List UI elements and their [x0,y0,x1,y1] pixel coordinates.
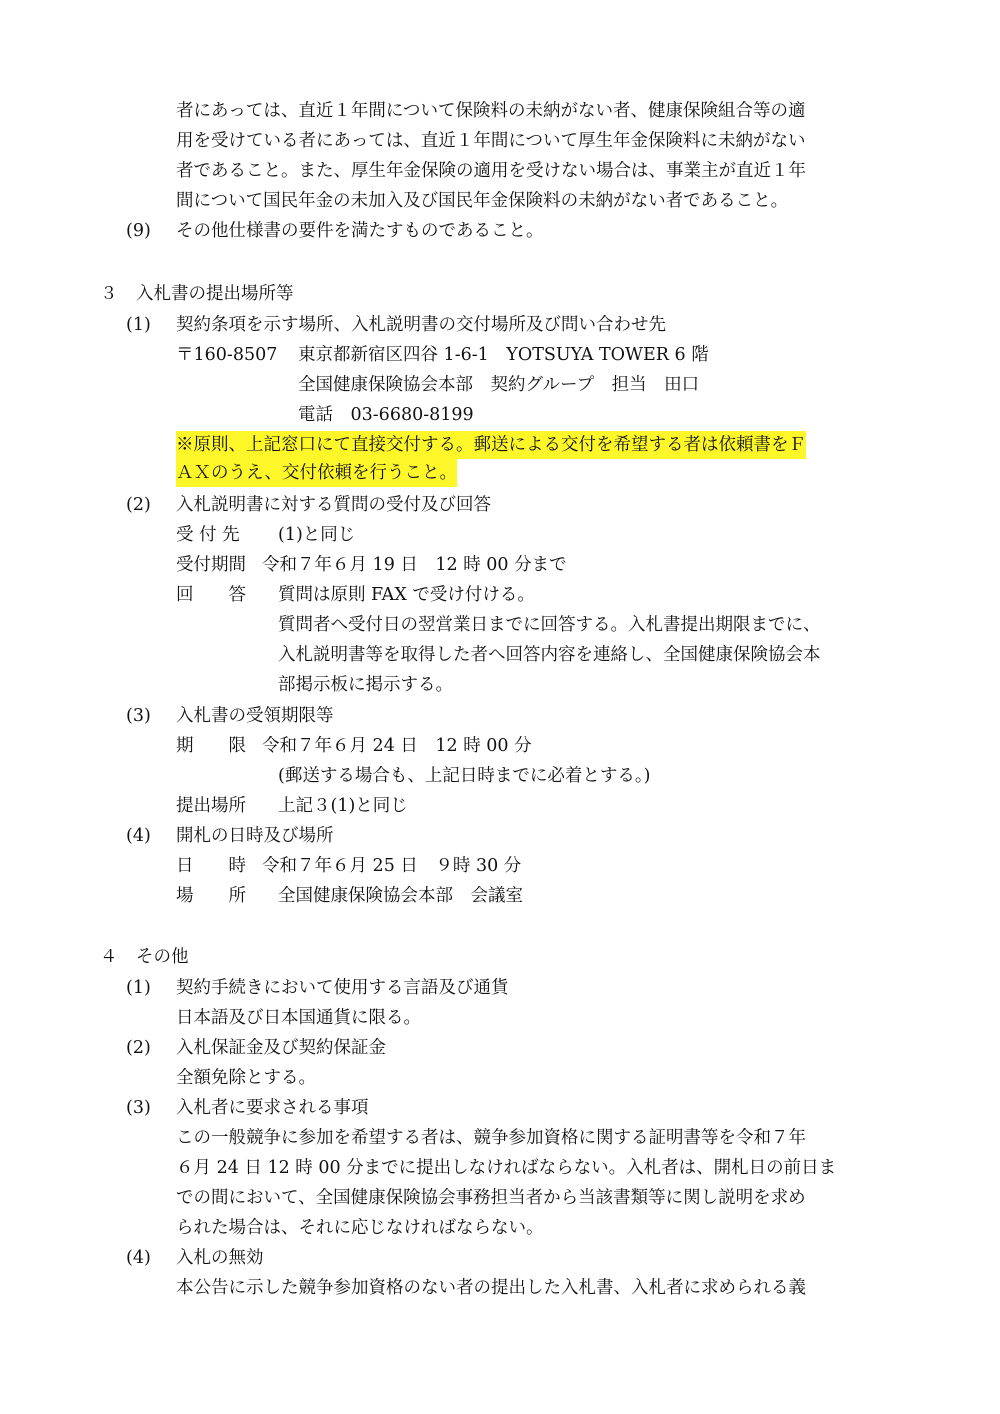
item-title: 入札保証金及び契約保証金 [176,1038,386,1058]
item-body-line: 全額免除とする。 [176,1068,316,1088]
answer-line: 部掲示板に掲示する。 [278,675,453,695]
field-label: 場 所 [176,886,246,906]
item-body-line: られた場合は、それに応じなければならない。 [176,1218,544,1238]
item-title: 開札の日時及び場所 [176,826,334,846]
intro-line: 者であること。また、厚生年金保険の適用を受けない場合は、事業主が直近１年 [176,161,806,181]
item-number: (4) [126,1248,151,1268]
item-number: (9) [126,221,151,241]
highlighted-note-line: ※原則、上記窓口にて直接交付する。郵送による交付を希望する者は依頼書をＦ [176,431,806,459]
item-body-line: での間において、全国健康保険協会事務担当者から当該書類等に関し説明を求め [176,1188,806,1208]
item-title: 入札者に要求される事項 [176,1098,369,1118]
phone-number: 電話 03-6680-8199 [298,405,474,425]
field-label: 提出場所 [176,796,246,816]
section-number: ４ [100,947,118,967]
address: 東京都新宿区四谷 1-6-1 YOTSUYA TOWER 6 階 [298,345,709,365]
postal-code: 〒160-8507 [176,345,278,365]
field-value: 令和７年６月 19 日 12 時 00 分まで [262,555,567,575]
item-body-line: 本公告に示した競争参加資格のない者の提出した入札書、入札者に求められる義 [176,1278,806,1298]
field-label: 期 限 [176,736,246,756]
item-number: (1) [126,978,151,998]
item-title: 入札説明書に対する質問の受付及び回答 [176,495,491,515]
field-value: 令和７年６月 25 日 ９時 30 分 [262,856,522,876]
item-text: その他仕様書の要件を満たすものであること。 [176,221,544,241]
item-body-line: この一般競争に参加を希望する者は、競争参加資格に関する証明書等を令和７年 [176,1128,806,1148]
item-number: (4) [126,826,151,846]
section-title: その他 [136,947,189,967]
item-title: 入札の無効 [176,1248,264,1268]
field-value: 上記３(1)と同じ [278,796,408,816]
field-value: 令和７年６月 24 日 12 時 00 分 [262,736,532,756]
item-title: 入札書の受領期限等 [176,706,334,726]
field-value: (1)と同じ [278,525,356,545]
field-note: (郵送する場合も、上記日時までに必着とする。) [278,766,651,786]
item-number: (1) [126,315,151,335]
highlighted-note-line: ＡＸのうえ、交付依頼を行うこと。 [176,459,457,487]
item-number: (2) [126,495,151,515]
item-number: (3) [126,1098,151,1118]
organization: 全国健康保険協会本部 契約グループ 担当 田口 [298,375,700,395]
answer-line: 入札説明書等を取得した者へ回答内容を連絡し、全国健康保険協会本 [278,645,821,665]
field-label: 受付期間 [176,555,246,575]
item-body-line: 日本語及び日本国通貨に限る。 [176,1008,421,1028]
field-label: 回 答 [176,585,246,605]
item-number: (2) [126,1038,151,1058]
item-body-line: ６月 24 日 12 時 00 分までに提出しなければならない。入札者は、開札日の前日ま [176,1158,837,1178]
section-title: 入札書の提出場所等 [136,284,294,304]
intro-line: 者にあっては、直近１年間について保険料の未納がない者、健康保険組合等の適 [176,101,806,121]
field-value: 全国健康保険協会本部 会議室 [278,886,523,906]
field-label: 日 時 [176,856,246,876]
answer-line: 質問者へ受付日の翌営業日までに回答する。入札書提出期限までに、 [278,615,821,635]
section-number: ３ [100,284,118,304]
item-number: (3) [126,706,151,726]
item-title: 契約手続きにおいて使用する言語及び通貨 [176,978,509,998]
answer-line: 質問は原則 FAX で受け付ける。 [278,585,535,605]
intro-line: 用を受けている者にあっては、直近１年間について厚生年金保険料に未納がない [176,131,806,151]
field-label: 受 付 先 [176,525,240,545]
intro-line: 間について国民年金の未加入及び国民年金保険料の未納がない者であること。 [176,191,789,211]
item-title: 契約条項を示す場所、入札説明書の交付場所及び問い合わせ先 [176,315,666,335]
